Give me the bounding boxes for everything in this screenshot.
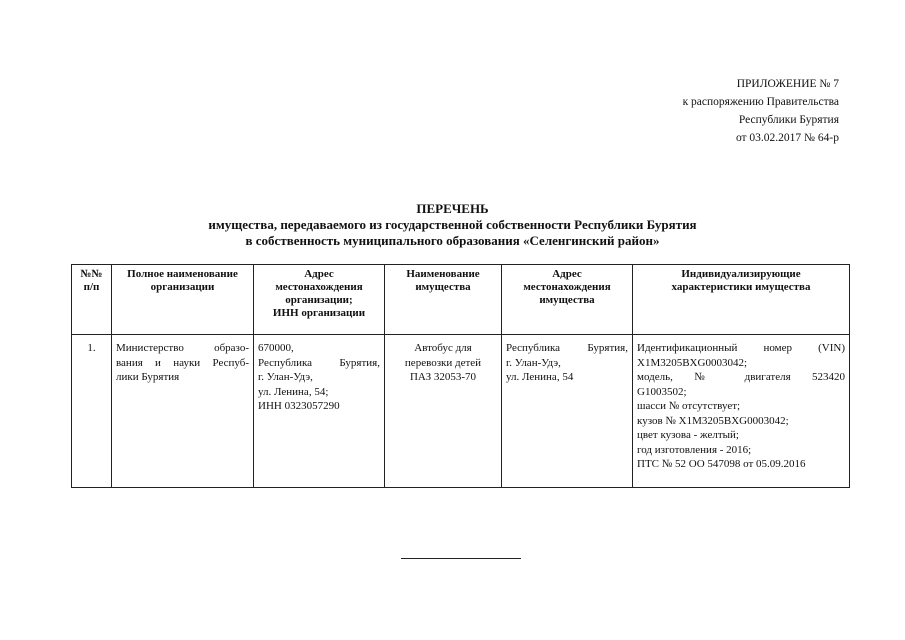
cell-organization: Министерство образо- вания и науки Респуб- лики Бурятия: [112, 335, 254, 488]
header-number: №№ п/п: [72, 265, 112, 335]
table-header-row: [72, 265, 850, 335]
document-title: [0, 201, 905, 249]
cell-property-address: Республика Бурятия, г. Улан-Удэ, ул. Ленина, 54: [502, 335, 633, 488]
header-organization-address: Адрес местонахождения организации; ИНН организации: [254, 265, 385, 335]
title-subtitle-2: в собственность муниципального образования «Селенгинский район»: [245, 233, 660, 248]
appendix-date: от 03.02.2017 № 64-р: [735, 132, 839, 144]
header-property-address: Адрес местонахождения имущества: [502, 265, 633, 335]
cell-organization-address: 670000, Республика Бурятия, г. Улан-Удэ, ул. Ленина, 54; ИНН 0323057290: [254, 335, 385, 488]
cell-characteristics: Идентификационный номер (VIN) X1M3205BXG0003042; модель, № двигателя 523420 G1003502; шасси № отсутствует; кузов № X1M3205BXG0003042; цвет кузова - желтый; год изготовления - 2016; ПТС № 52 ОО 547098 от 05.09.2016: [633, 335, 850, 488]
cell-number: 1.: [72, 335, 112, 488]
appendix-number: ПРИЛОЖЕНИЕ № 7: [736, 78, 839, 90]
table-row: [72, 335, 850, 488]
title-subtitle-1: имущества, передаваемого из государственной собственности Республики Бурятия: [208, 217, 697, 232]
appendix-reference: к распоряжению Правительства: [682, 96, 839, 108]
header-property-name: Наименование имущества: [385, 265, 502, 335]
header-characteristics: Индивидуализирующие характеристики имущества: [633, 265, 850, 335]
property-table: [71, 264, 850, 488]
appendix-header: [683, 75, 839, 147]
appendix-issuer: Республики Бурятия: [738, 114, 839, 126]
closing-rule: [401, 558, 521, 559]
header-organization: Полное наименование организации: [112, 265, 254, 335]
title-main: ПЕРЕЧЕНЬ: [416, 201, 489, 216]
cell-property-name: Автобус для перевозки детей ПАЗ 32053-70: [385, 335, 502, 488]
